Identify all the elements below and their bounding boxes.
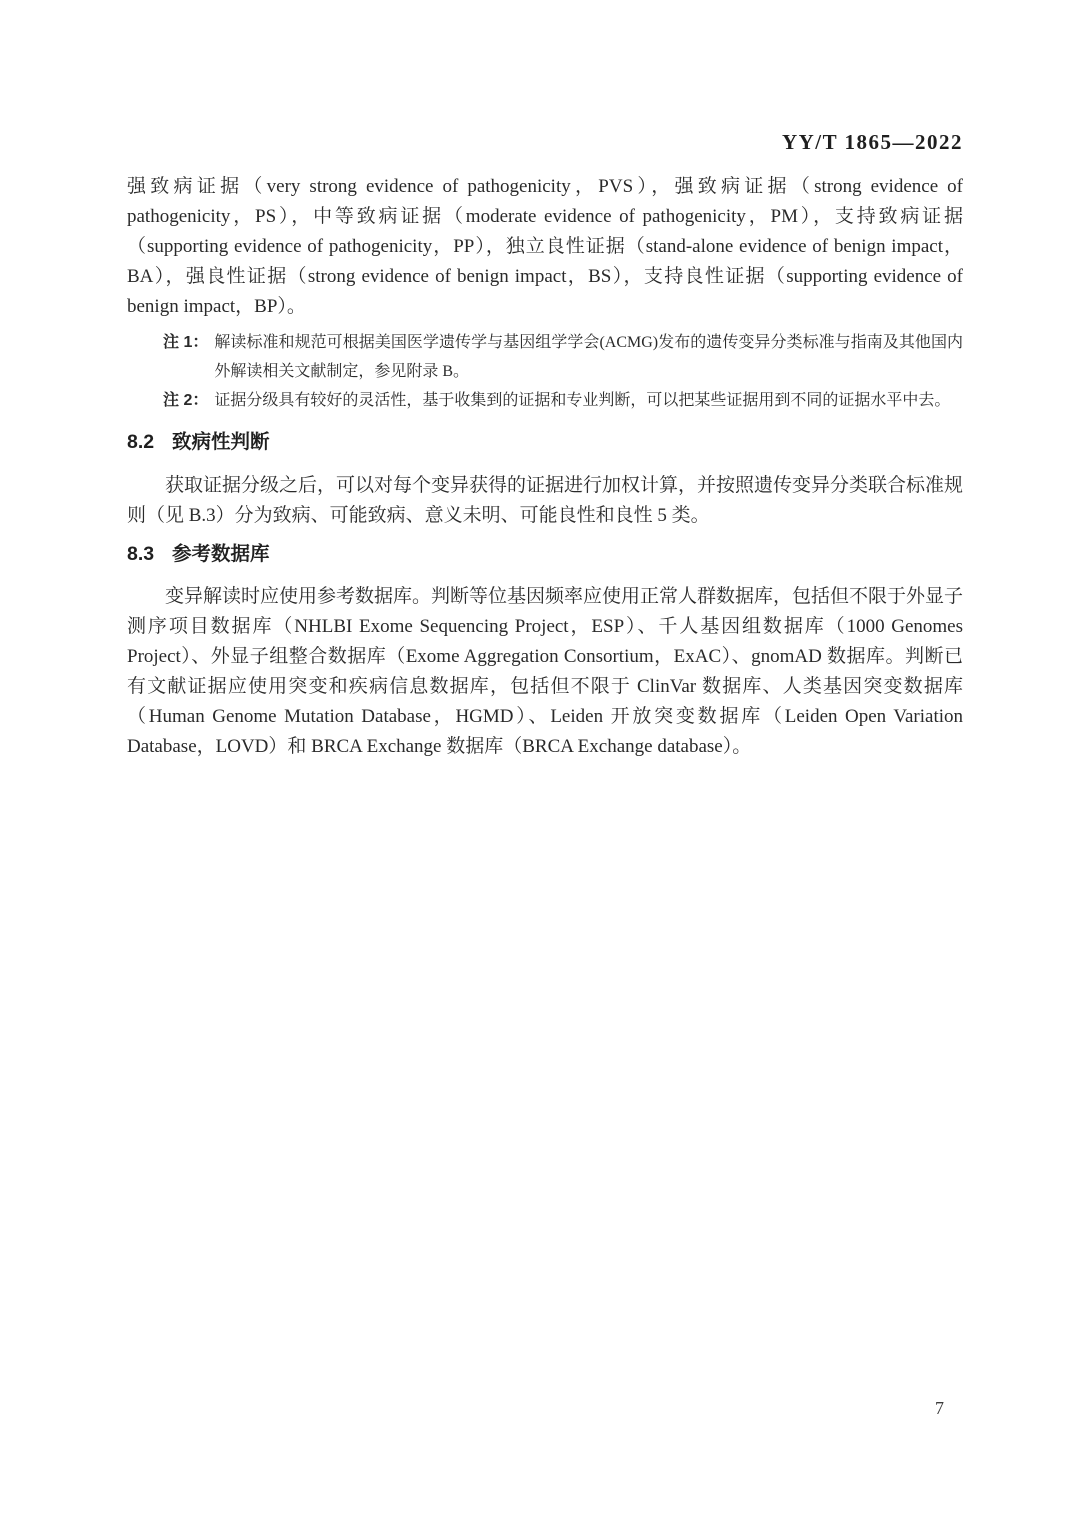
page-content	[127, 0, 963, 762]
section-8-2-title: 致病性判断	[172, 431, 270, 453]
paragraph-evidence-grades: 强致病证据（very strong evidence of pathogenicity，PVS），强致病证据（strong evidence of pathogenicity，PS），中等致病证据（moderate evidence of pathogenicity，PM），支持致病证据（supporting evidence of pathogenicity，PP），独立良性证据（stand-alone evidence of benign impact，BA），强良性证据（strong evidence of benign impact，BS），支持良性证据（supporting evidence of benign impact，BP）。	[127, 176, 963, 317]
note-2-text: 证据分级具有较好的灵活性，基于收集到的证据和专业判断，可以把某些证据用到不同的证据水平中去。	[214, 392, 951, 409]
section-8-3-number: 8.3	[127, 543, 155, 565]
note-1	[163, 328, 963, 386]
heading-8-2	[127, 430, 963, 454]
section-8-3-body: 变异解读时应使用参考数据库。判断等位基因频率应使用正常人群数据库，包括但不限于外显子测序项目数据库（NHLBI Exome Sequencing Project，ESP）、千人基因组数据库（1000 Genomes Project）、外显子组整合数据库（Exome Aggregation Consortium，ExAC）、gnomAD 数据库。判断已有文献证据应使用突变和疾病信息数据库，包括但不限于 ClinVar 数据库、人类基因突变数据库（Human Genome Mutation Database，HGMD）、Leiden 开放突变数据库（Leiden Open Variation Database，LOVD）和 BRCA Exchange 数据库（BRCA Exchange database）。	[127, 586, 964, 757]
standard-number: YY/T 1865—2022	[781, 130, 963, 154]
note-1-label: 注 1：	[163, 334, 209, 351]
note-2-label: 注 2：	[163, 392, 209, 409]
section-8-2-number: 8.2	[127, 431, 155, 453]
section-8-3-title: 参考数据库	[172, 543, 270, 565]
page-number: 7	[935, 1398, 944, 1418]
note-1-text: 解读标准和规范可根据美国医学遗传学与基因组学学会(ACMG)发布的遗传变异分类标准与指南及其他国内外解读相关文献制定，参见附录 B。	[214, 334, 963, 380]
note-2	[163, 386, 963, 415]
running-header	[127, 130, 963, 155]
section-8-2-body: 获取证据分级之后，可以对每个变异获得的证据进行加权计算，并按照遗传变异分类联合标准规则（见 B.3）分为致病、可能致病、意义未明、可能良性和良性 5 类。	[127, 475, 964, 526]
heading-8-3	[127, 542, 963, 566]
